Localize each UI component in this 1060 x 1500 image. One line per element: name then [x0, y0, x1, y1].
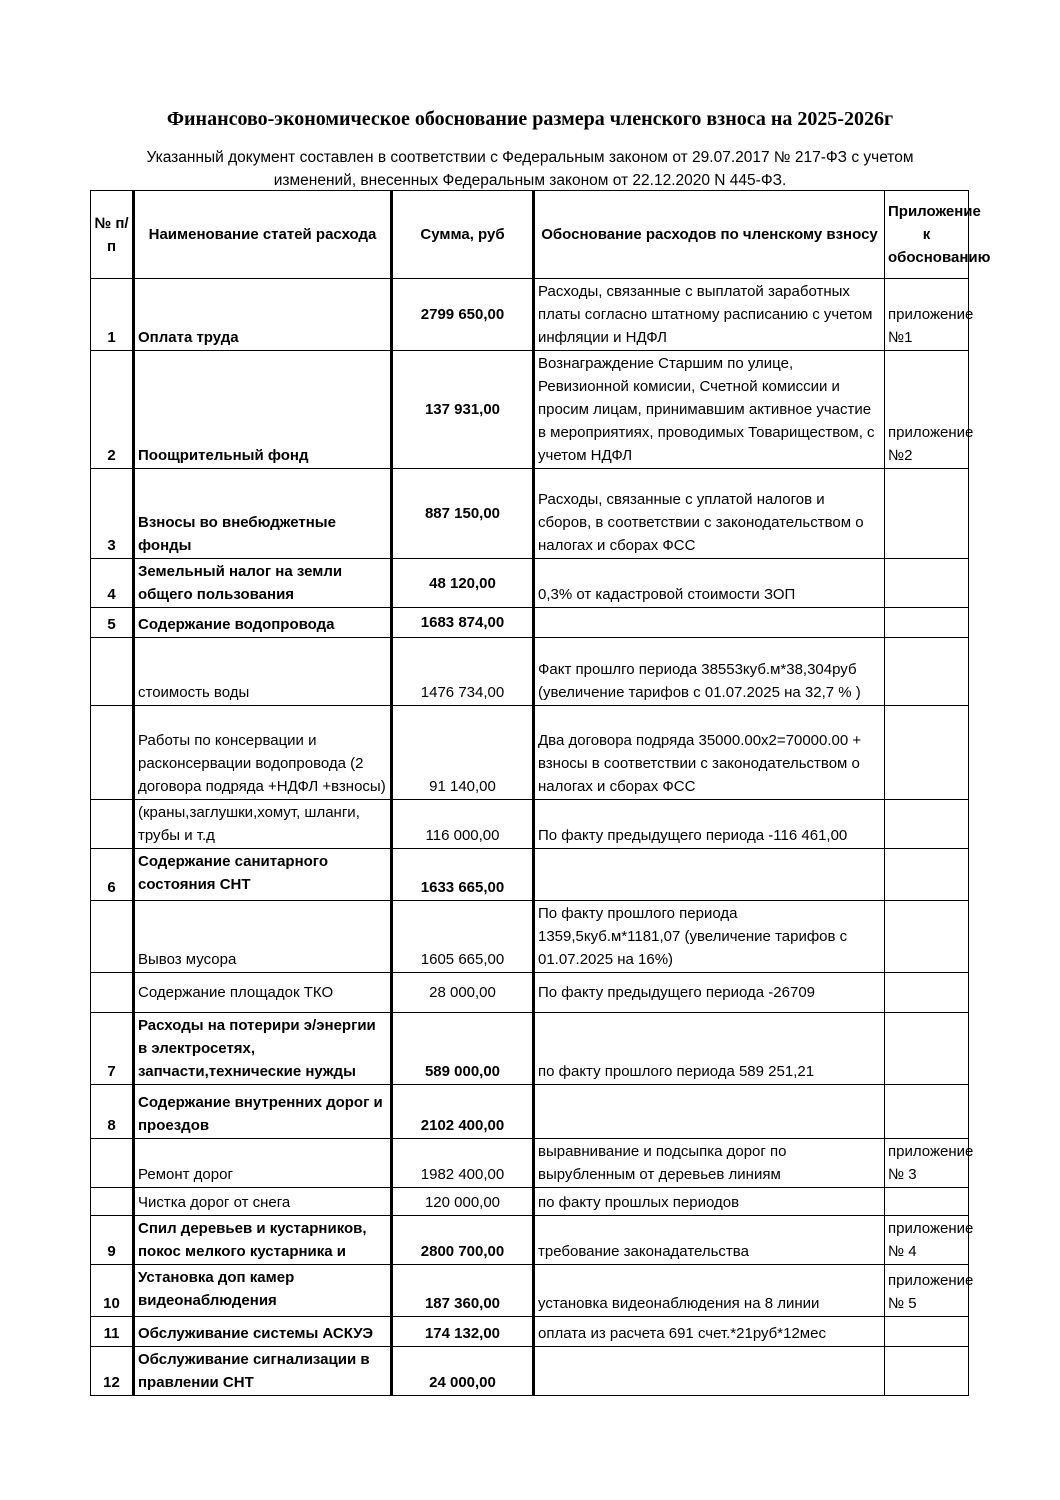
row-attachment: приложение № 3: [885, 1139, 969, 1188]
table-row: [91, 800, 969, 849]
row-sum: 28 000,00: [392, 973, 534, 1013]
row-attachment: [885, 608, 969, 638]
document-title: Финансово-экономическое обоснование размера членского взноса на 2025-2026г: [166, 108, 894, 130]
row-justification: 0,3% от кадастровой стоимости ЗОП: [534, 559, 885, 608]
row-sum: 137 931,00: [392, 351, 534, 469]
row-num: [91, 800, 134, 849]
header-sum: Сумма, руб: [392, 191, 534, 279]
row-sum: 1605 665,00: [392, 901, 534, 973]
expense-table-body: [91, 191, 991, 1396]
row-num: 7: [91, 1013, 134, 1085]
row-attachment: [885, 469, 969, 559]
row-attachment: приложение №2: [885, 351, 969, 469]
row-attachment: [885, 849, 969, 901]
row-sum: 174 132,00: [392, 1317, 534, 1347]
row-name: Работы по консервации и расконсервации водопровода (2 договора подряда +НДФЛ +взносы): [134, 706, 392, 800]
row-num: 12: [91, 1347, 134, 1396]
row-name: Поощрительный фонд: [134, 351, 392, 469]
row-attachment: [885, 1188, 969, 1216]
table-row: [91, 608, 969, 638]
row-name: Расходы на потерири э/энергии в электросетях, запчасти,технические нужды: [134, 1013, 392, 1085]
row-name: Вывоз мусора: [134, 901, 392, 973]
table-row: [91, 901, 969, 973]
row-num: 1: [91, 279, 134, 351]
row-name: Содержание площадок ТКО: [134, 973, 392, 1013]
table-header-row: [91, 191, 969, 279]
row-sum: 120 000,00: [392, 1188, 534, 1216]
table-row: [91, 1188, 969, 1216]
header-num: № п/п: [91, 191, 134, 279]
row-attachment: [885, 1013, 969, 1085]
row-justification: выравнивание и подсыпка дорог по вырубленным от деревьев линиям: [534, 1139, 885, 1188]
row-name: (краны,заглушки,хомут, шланги, трубы и т.д: [134, 800, 392, 849]
table-row: [91, 1013, 969, 1085]
row-name: Ремонт дорог: [134, 1139, 392, 1188]
row-sum: 1683 874,00: [392, 608, 534, 638]
row-sum: 2102 400,00: [392, 1085, 534, 1139]
row-sum: 589 000,00: [392, 1013, 534, 1085]
row-attachment: приложение №1: [885, 279, 969, 351]
table-row: [91, 706, 969, 800]
row-num: [91, 901, 134, 973]
row-num: [91, 1139, 134, 1188]
row-num: 8: [91, 1085, 134, 1139]
row-sum: 24 000,00: [392, 1347, 534, 1396]
row-num: 2: [91, 351, 134, 469]
row-num: 9: [91, 1216, 134, 1265]
row-name: Содержание внутренних дорог и проездов: [134, 1085, 392, 1139]
row-attachment: [885, 901, 969, 973]
table-row: [91, 973, 969, 1013]
header-name: Наименование статей расхода: [134, 191, 392, 279]
subtitle-line-1: Указанный документ составлен в соответствии с Федеральным законом от 29.07.2017 № 217-ФЗ с учетом: [146, 149, 914, 166]
row-justification: требование законадательства: [534, 1216, 885, 1265]
row-num: [91, 706, 134, 800]
row-name: Содержание водопровода: [134, 608, 392, 638]
row-justification: Два договора подряда 35000.00х2=70000.00 + взносы в соответствии с законодательством о налогах и сборах ФСС: [534, 706, 885, 800]
header-justification: Обоснование расходов по членскому взносу: [534, 191, 885, 279]
row-num: 4: [91, 559, 134, 608]
row-sum: 1633 665,00: [392, 849, 534, 901]
row-num: [91, 973, 134, 1013]
row-num: 6: [91, 849, 134, 901]
row-attachment: [885, 1317, 969, 1347]
row-attachment: [885, 800, 969, 849]
row-justification: По факту предыдущего периода -26709: [534, 973, 885, 1013]
row-name: Взносы во внебюджетные фонды: [134, 469, 392, 559]
row-justification: установка видеонаблюдения на 8 линии: [534, 1265, 885, 1317]
table-row: [91, 1347, 969, 1396]
row-name: Спил деревьев и кустарников, покос мелкого кустарника и: [134, 1216, 392, 1265]
row-sum: 887 150,00: [392, 469, 534, 559]
row-sum: 48 120,00: [392, 559, 534, 608]
row-justification: оплата из расчета 691 счет.*21руб*12мес: [534, 1317, 885, 1347]
row-justification: [534, 1347, 885, 1396]
row-justification: Расходы, связанные с уплатой налогов и сборов, в соответствии с законодательством о налогах и сборах ФСС: [534, 469, 885, 559]
row-num: [91, 638, 134, 706]
table-row: [91, 469, 969, 559]
table-row: [91, 1139, 969, 1188]
table-row: [91, 1216, 969, 1265]
table-row: [91, 1317, 969, 1347]
table-row: [91, 559, 969, 608]
row-justification: Факт прошлго периода 38553куб.м*38,304руб (увеличение тарифов с 01.07.2025 на 32,7 % ): [534, 638, 885, 706]
table-row: [91, 1265, 969, 1317]
row-num: 10: [91, 1265, 134, 1317]
row-attachment: приложение № 5: [885, 1265, 969, 1317]
row-name: Обслуживание сигнализации в правлении СНТ: [134, 1347, 392, 1396]
row-justification: [534, 849, 885, 901]
row-name: Обслуживание системы АСКУЭ: [134, 1317, 392, 1347]
table-row: [91, 849, 969, 901]
row-name: Чистка дорог от снега: [134, 1188, 392, 1216]
row-justification: По факту прошлого периода 1359,5куб.м*1181,07 (увеличение тарифов с 01.07.2025 на 16%): [534, 901, 885, 973]
row-name: стоимость воды: [134, 638, 392, 706]
header-attachment: Приложение к обоснованию: [885, 191, 969, 279]
expense-table: [90, 190, 991, 1396]
row-num: 11: [91, 1317, 134, 1347]
table-row: [91, 351, 969, 469]
row-attachment: [885, 638, 969, 706]
row-sum: 91 140,00: [392, 706, 534, 800]
row-num: [91, 1188, 134, 1216]
row-justification: По факту предыдущего периода -116 461,00: [534, 800, 885, 849]
row-attachment: [885, 559, 969, 608]
row-sum: 1982 400,00: [392, 1139, 534, 1188]
row-sum: 116 000,00: [392, 800, 534, 849]
table-row: [91, 1085, 969, 1139]
row-justification: Вознаграждение Старшим по улице, Ревизионной комисии, Счетной комиссии и просим лицам, принимавшим активное участие в мероприятиях, проводимых Товариществом, с учетом НДФЛ: [534, 351, 885, 469]
row-sum: 2799 650,00: [392, 279, 534, 351]
row-sum: 2800 700,00: [392, 1216, 534, 1265]
row-name: Содержание санитарного состояния СНТ: [134, 849, 392, 901]
row-num: 5: [91, 608, 134, 638]
row-justification: по факту прошлых периодов: [534, 1188, 885, 1216]
row-attachment: [885, 1085, 969, 1139]
row-attachment: приложение № 4: [885, 1216, 969, 1265]
row-attachment: [885, 1347, 969, 1396]
row-sum: 187 360,00: [392, 1265, 534, 1317]
subtitle-line-2: изменений, внесенных Федеральным законом от 22.12.2020 N 445-ФЗ.: [273, 172, 787, 189]
table-row: [91, 279, 969, 351]
row-justification: [534, 1085, 885, 1139]
row-name: Установка доп камер видеонаблюдения: [134, 1265, 392, 1317]
table-row: [91, 638, 969, 706]
document-subtitle: [110, 146, 950, 192]
row-sum: 1476 734,00: [392, 638, 534, 706]
row-justification: Расходы, связанные с выплатой заработных платы согласно штатному расписанию с учетом инфляции и НДФЛ: [534, 279, 885, 351]
row-justification: по факту прошлого периода 589 251,21: [534, 1013, 885, 1085]
row-attachment: [885, 973, 969, 1013]
row-name: Оплата труда: [134, 279, 392, 351]
row-justification: [534, 608, 885, 638]
row-attachment: [885, 706, 969, 800]
row-name: Земельный налог на земли общего пользования: [134, 559, 392, 608]
row-num: 3: [91, 469, 134, 559]
